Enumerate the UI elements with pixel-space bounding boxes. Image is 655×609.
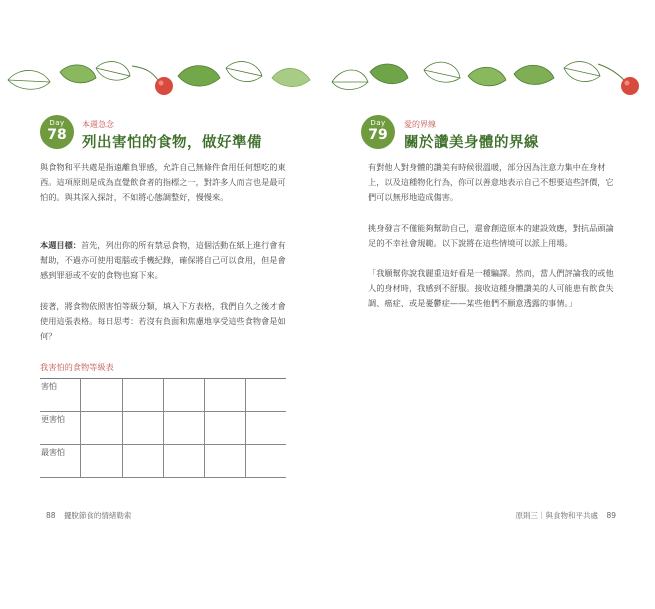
table-row (40, 445, 286, 478)
leaf-and-cherry-decoration (328, 58, 655, 108)
table-cell[interactable] (245, 445, 286, 478)
table-cell[interactable] (163, 379, 204, 412)
running-head: 擺脫節食的情緒勒索 (63, 511, 132, 520)
row-label: 更害怕 (40, 412, 81, 445)
goal-paragraph (40, 238, 290, 282)
page-number: 89 (606, 511, 616, 520)
page-number: 88 (46, 511, 56, 520)
table-row (40, 412, 286, 445)
table-cell[interactable] (204, 379, 245, 412)
table-cell[interactable] (81, 379, 122, 412)
row-label: 害怕 (40, 379, 81, 412)
goal-text: 首先，列出你的所有禁忌食物，這個活動在紙上進行會有幫助，不過亦可使用電腦或手機紀錄，確保將自己可以食用，但是會感到罪惡或不安的食物也寫下來。 (40, 240, 286, 280)
table-cell[interactable] (122, 379, 163, 412)
table-cell[interactable] (163, 412, 204, 445)
leaf-and-cherry-decoration (0, 58, 327, 108)
fear-level-table (40, 378, 286, 478)
body-paragraph: 有對他人對身體的讚美有時候很溫暖，部分因為注意力集中在身材上，以及這種物化行為，你可以善意地表示自己不想要這些評價，它們可以無形地造成傷害。 (368, 162, 614, 202)
day-badge (40, 115, 74, 149)
day-badge (361, 115, 395, 149)
body-paragraph: 接著，將食物依照害怕等級分類，填入下方表格，我們自久之後才會使用這張表格。每日思考：若沒有負面和焦慮地享受這些食物會是如何？ (40, 301, 286, 341)
table-row (40, 379, 286, 412)
table-cell[interactable] (81, 412, 122, 445)
body-paragraph: 挑身發言不僅能夠幫助自己，還會創造原本的建設效應，對抗品頭論足的不幸社會規範。以下說將在這些情境可以派上用場。 (368, 223, 614, 248)
row-label: 最害怕 (40, 445, 81, 478)
table-cell[interactable] (122, 445, 163, 478)
table-title: 我害怕的食物等級表 (40, 362, 114, 372)
day-label: Day (370, 119, 386, 127)
section-kicker: 本週急念 (82, 120, 114, 129)
day-number: 78 (47, 127, 67, 143)
table-cell[interactable] (81, 445, 122, 478)
table-cell[interactable] (245, 379, 286, 412)
goal-label: 本週目標： (40, 240, 81, 250)
page-footer (516, 510, 622, 521)
section-kicker: 愛的界線 (404, 120, 436, 129)
left-page (0, 0, 327, 609)
day-label: Day (49, 119, 65, 127)
running-head: 原則三｜與食物和平共處 (515, 511, 599, 520)
body-paragraph: 與食物和平共處是指遠離負罪感，允許自己無條件食用任何想吃的東西。這項原則是成為直覺飲食者的指標之一，對許多人而言也是最可怕的。與其深入探討，不如將心態調整好，慢慢來。 (40, 162, 286, 202)
table-cell[interactable] (245, 412, 286, 445)
table-cell[interactable] (122, 412, 163, 445)
right-page (328, 0, 655, 609)
table-cell[interactable] (204, 412, 245, 445)
page-title: 列出害怕的食物，做好準備 (82, 135, 262, 151)
quote-paragraph: 「我願幫你說我麗重這好看是一種騙譯。然而，當人們評論我的或他人的身材時，我感到不舒服。接收這種身體讚美的人可能患有飲食失調、癌症、或是憂鬱症——某些他們不願意透露的事情。」 (368, 268, 614, 308)
table-cell[interactable] (204, 445, 245, 478)
page-footer (40, 510, 131, 521)
table-cell[interactable] (163, 445, 204, 478)
day-number: 79 (368, 127, 388, 143)
page-title: 關於讚美身體的界線 (404, 135, 539, 151)
